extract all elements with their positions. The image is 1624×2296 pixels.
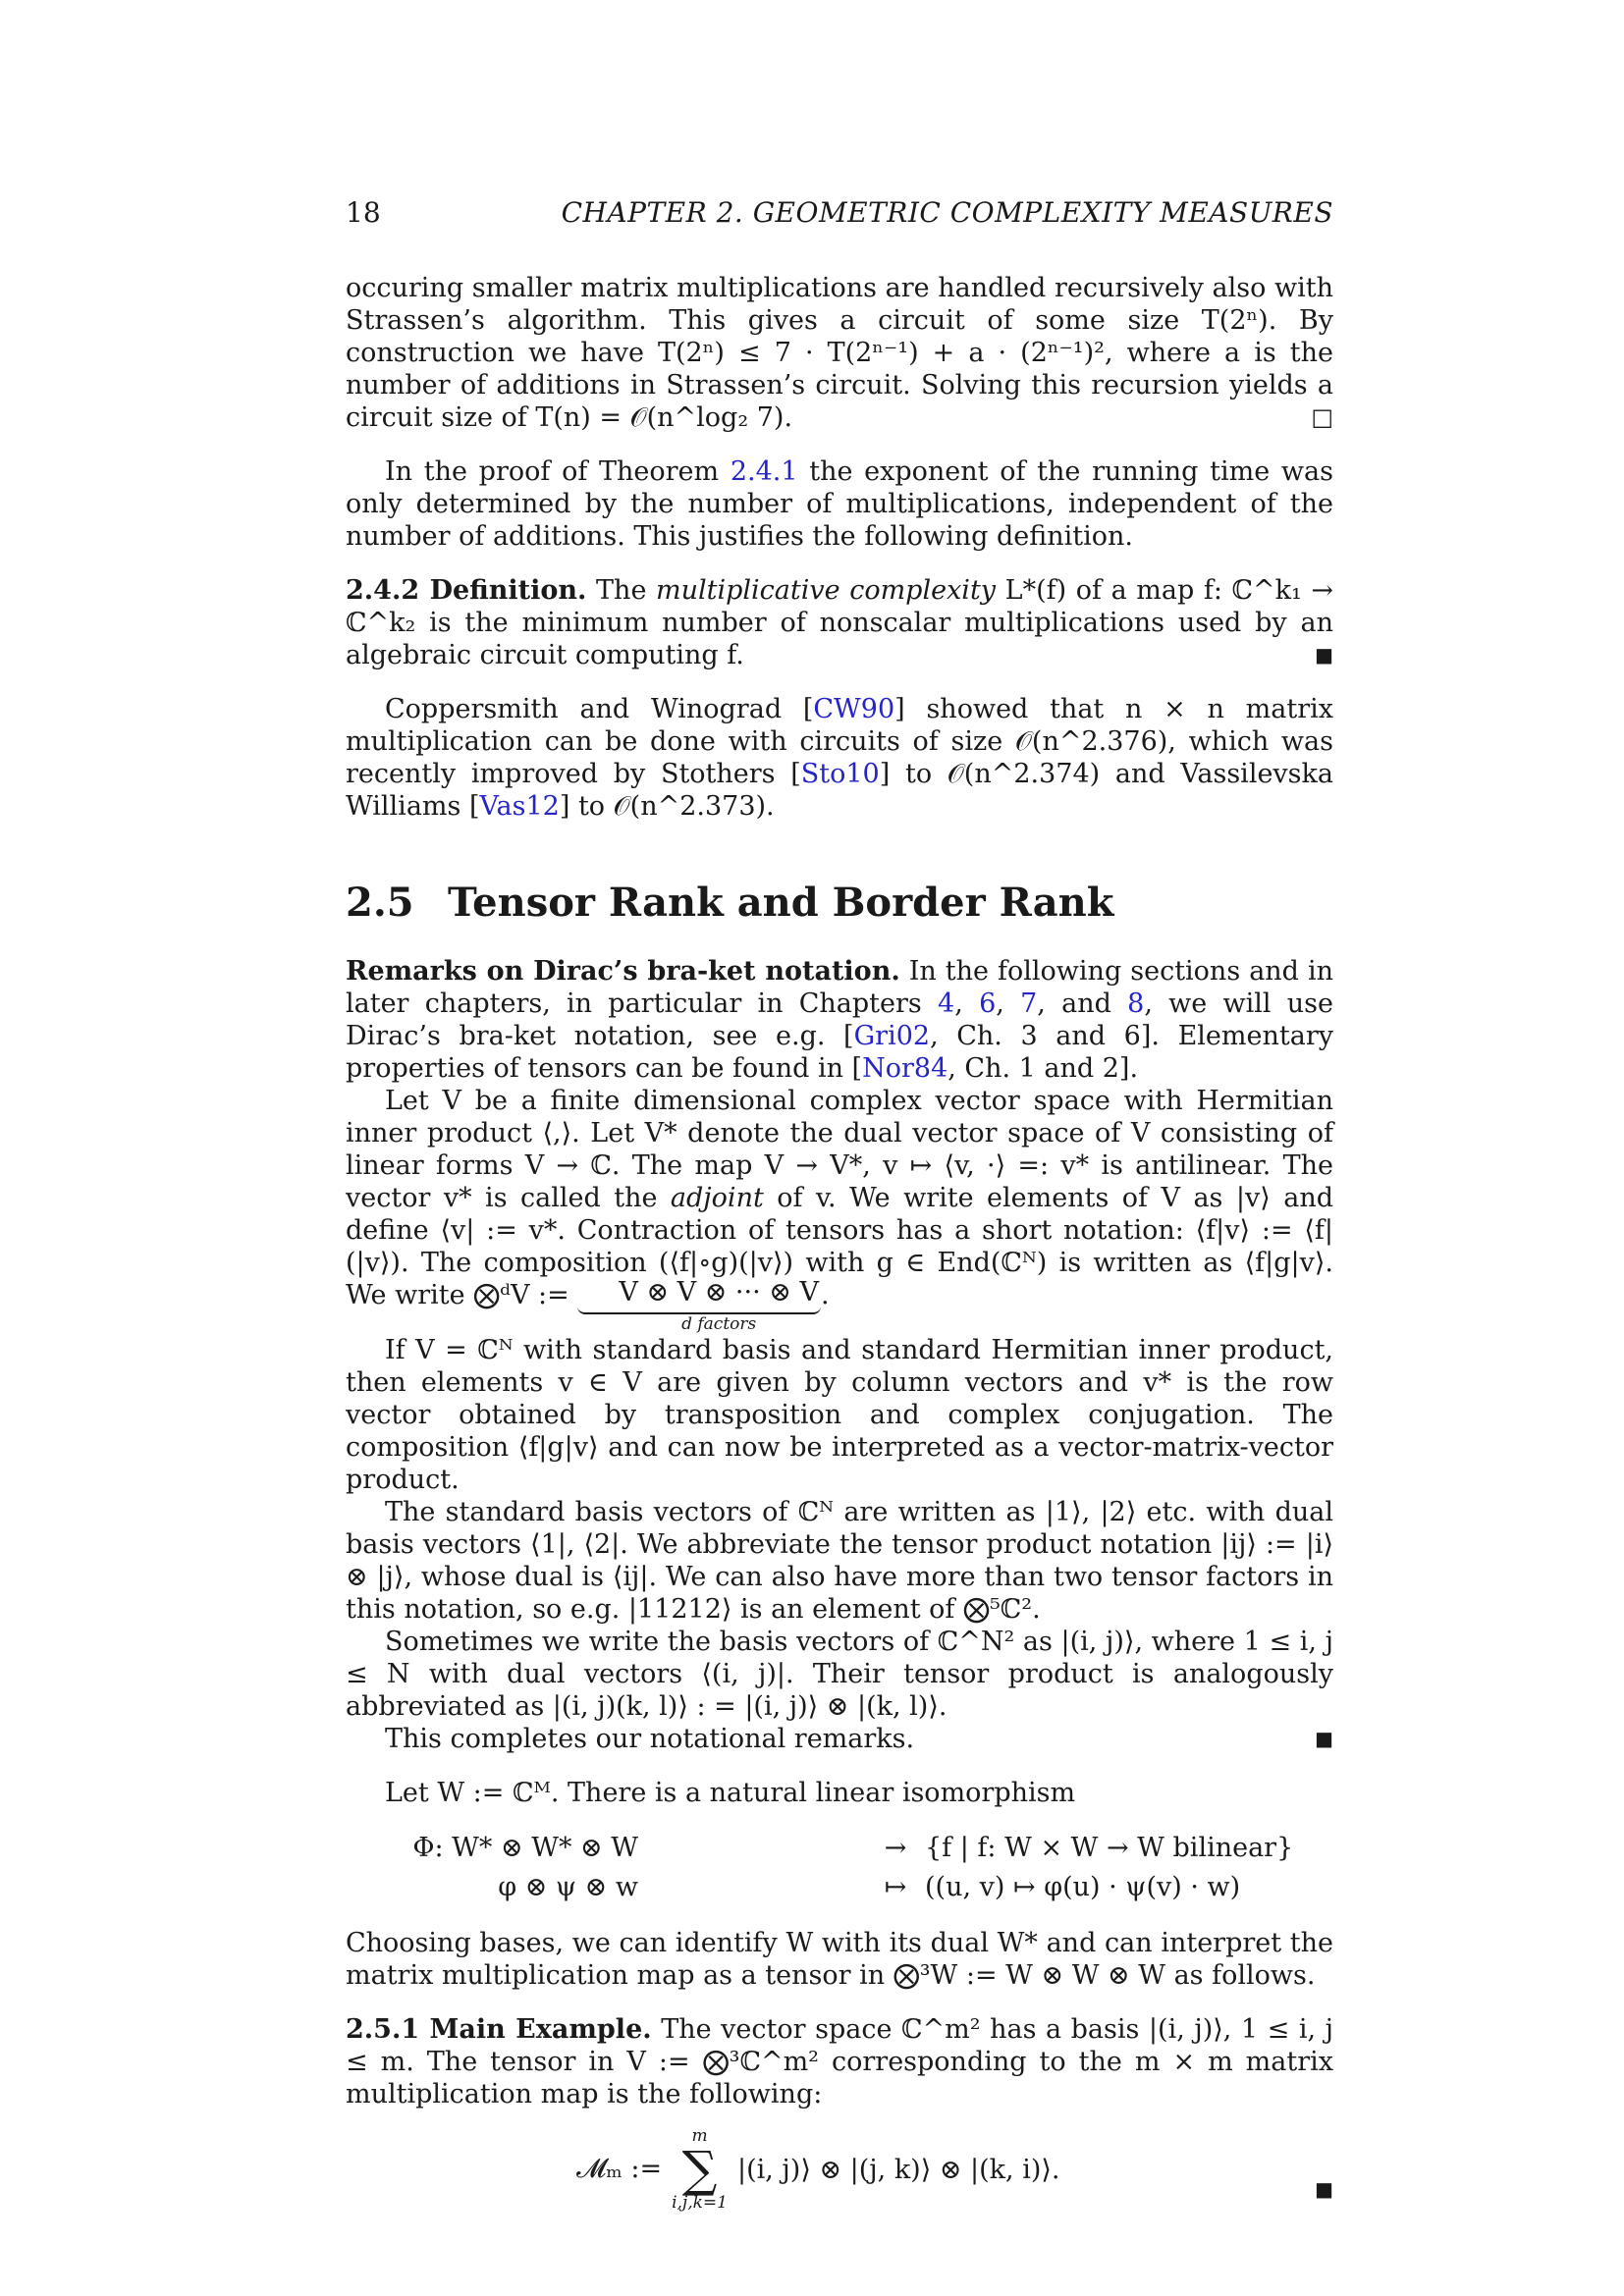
paragraph-w: Let W := ℂᴹ. There is a natural linear isomorphism: [385, 1778, 1076, 1808]
paragraph-choosing: Choosing bases, we can identify W with its dual W* and can interpret the matrix multiplication map as a tensor in ⨂³W := W ⊗ W ⊗ W as follows.: [346, 1928, 1333, 1991]
page: [346, 196, 1333, 2222]
text-span: ] showed that n × n matrix multiplication can be done with circuits of size 𝒪(n^2.376), which was recently improved by Stothers [: [346, 694, 1333, 789]
link-cw90[interactable]: CW90: [813, 694, 895, 724]
text-span: ] to 𝒪(n^2.374) and Vassilevska Williams [: [346, 759, 1333, 822]
qed-symbol: □: [1311, 403, 1333, 431]
paragraph-strassen: [346, 272, 1333, 434]
text-span: of v. We write elements of V as |v⟩ and define ⟨v| := v*. Contraction of tensors has a short notation: ⟨f|v⟩ := ⟨f|(|v⟩). The composition (⟨f|∘g)(|v⟩) with g ∈ End(ℂᴺ) is written as ⟨f|g|v⟩. We write ⨂ᵈV :=: [346, 1183, 1333, 1310]
formula-lhs: 𝓜ₘ :=: [576, 2154, 663, 2184]
paragraph-vector-space: [346, 1085, 1333, 1334]
display-row2-right: ((u, v) ↦ φ(u) · ψ(v) · w): [925, 1872, 1241, 1902]
text-span: In the following sections and in later chapters, in particular in Chapters: [346, 956, 1333, 1019]
sum-lower: i,j,k=1: [672, 2193, 728, 2213]
link-chapter-4[interactable]: 4: [938, 988, 955, 1019]
paragraph-basis: The standard basis vectors of ℂᴺ are written as |1⟩, |2⟩ etc. with dual basis vectors ⟨1|, ⟨2|. We abbreviate the tensor product notation |ij⟩ := |i⟩ ⊗ |j⟩, whose dual is ⟨ij|. We can also have more than two tensor factors in this notation, so e.g. |11212⟩ is an element of ⨂⁵ℂ².: [346, 1497, 1333, 1625]
paragraph-sometimes: Sometimes we write the basis vectors of ℂ^N² as |(i, j)⟩, where 1 ≤ i, j ≤ N with dual vectors ⟨(i, j)|. Their tensor product is analogously abbreviated as |(i, j)(k, l)⟩ : = |(i, j)⟩ ⊗ |(k, l)⟩.: [346, 1627, 1333, 1722]
summation: [672, 2126, 728, 2213]
end-mark: ■: [1315, 2177, 1333, 2201]
text-span: The: [586, 575, 657, 606]
paragraph-theorem-ref: [346, 455, 1333, 553]
text-span: , Ch. 3 and 6]. Elementary properties of tensors can be found in [: [346, 1021, 1333, 1084]
paragraph-remarks: [346, 955, 1333, 1085]
display-isomorphism: [346, 1829, 1333, 1907]
link-chapter-6[interactable]: 6: [979, 988, 997, 1019]
underbrace-expression: V ⊗ V ⊗ ··· ⊗ V: [577, 1279, 821, 1314]
display-row1-left: Φ: W* ⊗ W* ⊗ W: [412, 1833, 638, 1863]
text-span: This completes our notational remarks.: [385, 1724, 915, 1754]
display-row1-right: {f | f: W × W → W bilinear}: [925, 1833, 1294, 1863]
text-span: .: [820, 1280, 830, 1310]
link-vas12[interactable]: Vas12: [479, 791, 560, 822]
text-span: L*(f) of a map f: ℂ^k₁ → ℂ^k₂ is the minimum number of nonscalar multiplications used by an algebraic circuit computing f.: [346, 575, 1334, 670]
page-number: 18: [346, 196, 381, 229]
section-heading: [346, 880, 1333, 926]
end-mark: ■: [1315, 643, 1333, 667]
paragraph-cn: If V = ℂᴺ with standard basis and standard Hermitian inner product, then elements v ∈ V are given by column vectors and v* is the row vector obtained by transposition and complex conjugation. The composition ⟨f|g|v⟩ and can now be interpreted as a vector-matrix-vector product.: [346, 1335, 1333, 1495]
underbrace-d-factors: [577, 1279, 821, 1334]
text-span: , and: [1037, 988, 1128, 1019]
underbrace-label: d factors: [681, 1314, 757, 1334]
chapter-title: CHAPTER 2. GEOMETRIC COMPLEXITY MEASURES: [561, 196, 1333, 229]
definition-term: multiplicative complexity: [656, 575, 997, 606]
link-nor84[interactable]: Nor84: [862, 1053, 948, 1084]
text-span: the exponent of the running time was only determined by the number of multiplications, independent of the number of additions. This justifies the following definition.: [346, 456, 1333, 552]
text-span: In the proof of Theorem: [385, 456, 731, 487]
formula-rhs: |(i, j)⟩ ⊗ |(j, k)⟩ ⊗ |(k, i)⟩.: [737, 2154, 1060, 2185]
sigma-symbol: ∑: [681, 2141, 718, 2198]
display-row2-arrow: ↦: [884, 1872, 907, 1902]
display-row2-left: φ ⊗ ψ ⊗ w: [498, 1872, 638, 1902]
text-span: Coppersmith and Winograd [: [385, 694, 814, 724]
end-mark: ■: [1315, 1727, 1333, 1750]
formula-matrix-tensor: [576, 2126, 1333, 2213]
remarks-label: Remarks on Dirac’s bra-ket notation.: [346, 956, 900, 987]
paragraph-coppersmith: [346, 693, 1333, 823]
paragraph-completes: [346, 1723, 1333, 1755]
link-chapter-7[interactable]: 7: [1020, 988, 1038, 1019]
section-number: 2.5: [346, 880, 414, 926]
sum-upper: m: [691, 2126, 708, 2146]
running-header: [346, 196, 1333, 229]
definition-2-4-2: [346, 574, 1333, 671]
definition-label: 2.4.2 Definition.: [346, 575, 587, 606]
example-2-5-1: [346, 2013, 1333, 2110]
section-title: Tensor Rank and Border Rank: [448, 880, 1114, 926]
text-span: Let V be a finite dimensional complex vector space with Hermitian inner product ⟨,⟩. Let V* denote the dual vector space of V consisting of linear forms V → ℂ. The map V → V*, v ↦ ⟨v, ·⟩ =: v* is antilinear. The vector v* is called the: [346, 1086, 1333, 1213]
example-label: 2.5.1 Main Example.: [346, 2014, 652, 2045]
adjoint-term: adjoint: [670, 1183, 764, 1213]
text-span: ] to 𝒪(n^2.373).: [559, 791, 775, 822]
text-span: ,: [996, 988, 1021, 1019]
link-sto10[interactable]: Sto10: [800, 759, 880, 789]
link-theorem-2-4-1[interactable]: 2.4.1: [730, 456, 798, 487]
link-chapter-8[interactable]: 8: [1127, 988, 1145, 1019]
link-gri02[interactable]: Gri02: [853, 1021, 931, 1051]
display-row1-arrow: →: [884, 1833, 907, 1863]
text-span: ,: [954, 988, 980, 1019]
text-span: The vector space ℂ^m² has a basis |(i, j)⟩, 1 ≤ i, j ≤ m. The tensor in V := ⨂³ℂ^m² corresponding to the m × m matrix multiplication map is the following:: [346, 2014, 1334, 2109]
text-span: , Ch. 1 and 2].: [947, 1053, 1139, 1084]
paragraph-strassen-text: occuring smaller matrix multiplications are handled recursively also with Strassen’s algorithm. This gives a circuit of some size T(2ⁿ). By construction we have T(2ⁿ) ≤ 7 · T(2ⁿ⁻¹) + a · (2ⁿ⁻¹)², where a is the number of additions in Strassen’s circuit. Solving this recursion yields a circuit size of T(n) = 𝒪(n^log₂ 7).: [346, 273, 1333, 433]
text-span: , we will use Dirac’s bra-ket notation, see e.g. [: [346, 988, 1333, 1051]
